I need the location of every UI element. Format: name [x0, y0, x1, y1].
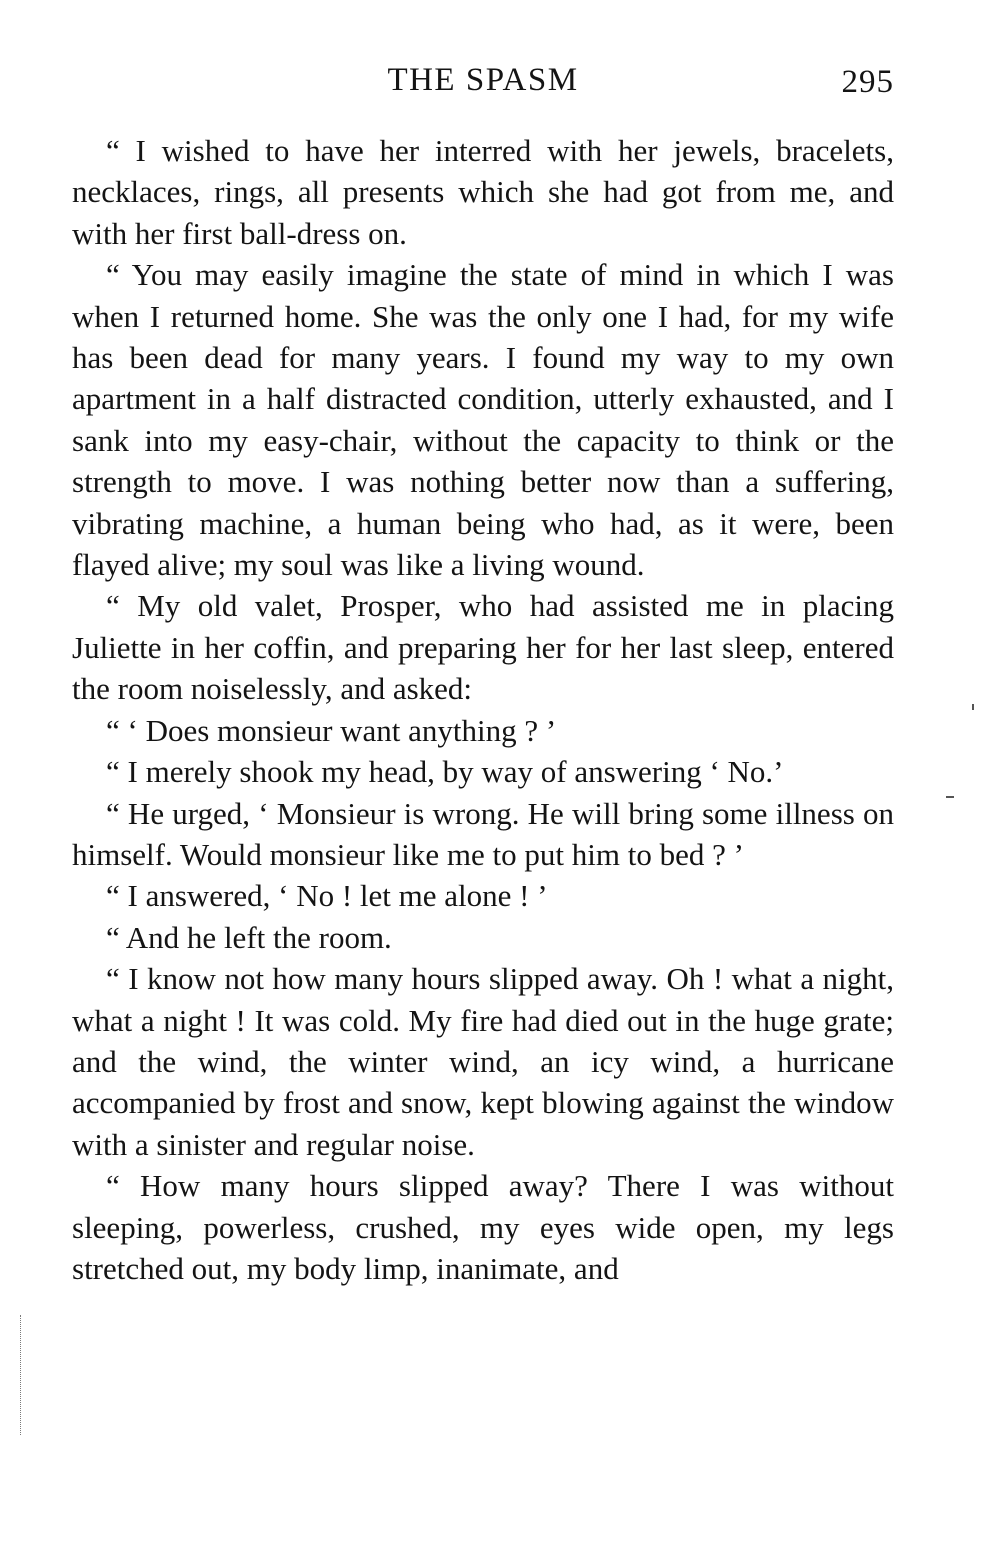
paragraph-returned-home: “ You may easily imagine the state of mind in which I was when I returned home. She was the only one I had, for my wife has been dead for many years. I found my way to my own apartment in a half distracted condition, utterly exhausted, and I sank into my easy-chair, without the capacity to think or the strength to move. I was nothing better now than a suffering, vibrating machine, a human being who had, as it were, been flayed alive; my soul was like a living wound.: [72, 257, 894, 583]
running-head-title: THE SPASM: [387, 62, 579, 98]
paragraph-hours-slipped: “ How many hours slipped away? There I was without sleeping, powerless, crushed, my eyes wide open, my legs stretched out, my body limp, inanimate, and: [72, 1168, 894, 1286]
paragraph-winter-night: “ I know not how many hours slipped away. Oh ! what a night, what a night ! It was cold. My fire had died out in the huge grate; and the wind, the winter wind, an icy wind, a hurricane accompanied by frost and snow, kept blowing against the window with a sinister and regular noise.: [72, 961, 894, 1162]
paragraph-he-urged: “ He urged, ‘ Monsieur is wrong. He will bring some illness on himself. Would monsieur like me to put him to bed ? ’: [72, 795, 894, 872]
paragraph-valet-question: “ ‘ Does monsieur want anything ? ’: [106, 712, 557, 748]
margin-speck: [946, 796, 954, 798]
paragraph-shook-head: “ I merely shook my head, by way of answering ‘ No.’: [106, 754, 784, 790]
running-head: [72, 58, 894, 102]
paragraph-let-me-alone: “ I answered, ‘ No ! let me alone ! ’: [106, 878, 548, 914]
body-text: [72, 130, 894, 1289]
paragraph-left-room: “ And he left the room.: [106, 919, 392, 955]
margin-speck: [972, 704, 974, 710]
page-number: 295: [841, 64, 894, 100]
margin-scan-mark: [20, 1315, 21, 1435]
paragraph-interred-jewels: “ I wished to have her interred with her jewels, bracelets, necklaces, rings, all presents which she had got from me, and with her first ball-dress on.: [72, 133, 894, 251]
paragraph-valet-prosper: “ My old valet, Prosper, who had assisted me in placing Juliette in her coffin, and preparing her for her last sleep, entered the room noiselessly, and asked:: [72, 588, 894, 707]
